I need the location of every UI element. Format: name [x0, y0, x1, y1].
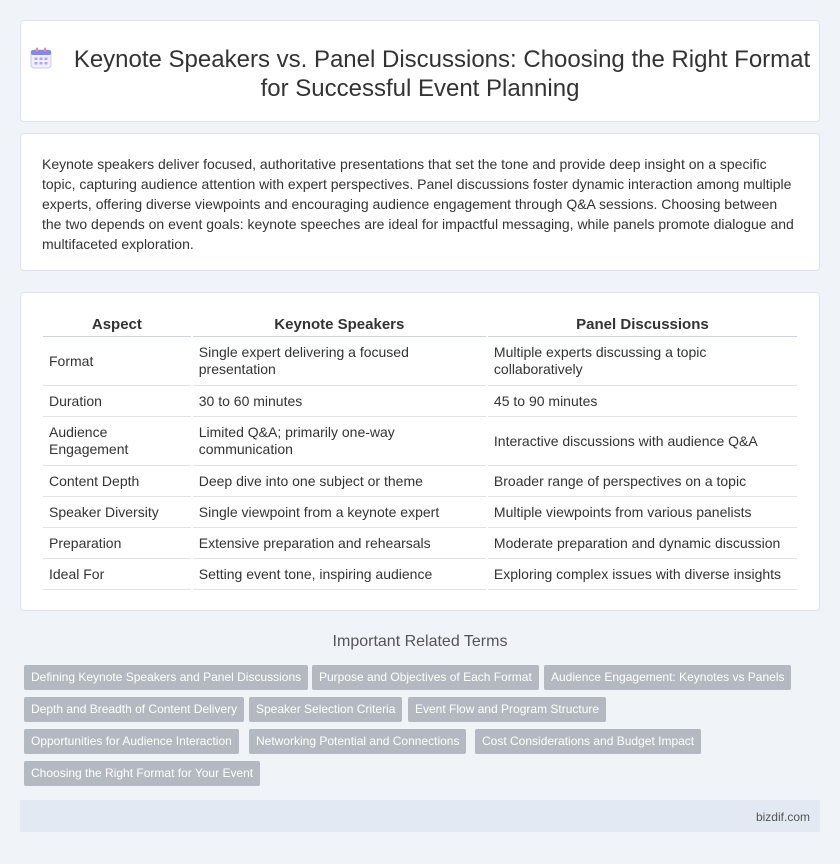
related-term-tag[interactable]: Audience Engagement: Keynotes vs Panels	[544, 665, 791, 690]
row-keynote-value: 30 to 60 minutes	[193, 386, 486, 417]
row-keynote-value: Extensive preparation and rehearsals	[193, 528, 486, 559]
comparison-table	[41, 315, 799, 590]
row-aspect: Ideal For	[43, 559, 191, 590]
calendar-icon	[30, 47, 52, 69]
related-term-tag[interactable]: Event Flow and Program Structure	[408, 697, 606, 722]
table-row	[43, 559, 797, 590]
header-panel-discussions: Panel Discussions	[488, 315, 797, 337]
row-panel-value: Exploring complex issues with diverse insights	[488, 559, 797, 590]
related-term-tag[interactable]: Speaker Selection Criteria	[249, 697, 402, 722]
table-row	[43, 337, 797, 386]
row-panel-value: Multiple viewpoints from various panelists	[488, 497, 797, 528]
table-row	[43, 497, 797, 528]
table-header-row	[43, 315, 797, 337]
related-term-tag[interactable]: Opportunities for Audience Interaction	[24, 729, 239, 754]
table-row	[43, 528, 797, 559]
related-term-tag[interactable]: Choosing the Right Format for Your Event	[24, 761, 260, 786]
header-aspect: Aspect	[43, 315, 191, 337]
related-term-tag[interactable]: Purpose and Objectives of Each Format	[312, 665, 539, 690]
table-row	[43, 417, 797, 466]
row-keynote-value: Deep dive into one subject or theme	[193, 466, 486, 497]
related-term-tag[interactable]: Defining Keynote Speakers and Panel Discussions	[24, 665, 308, 690]
page-title-wrap	[21, 45, 819, 103]
related-term-tag[interactable]: Cost Considerations and Budget Impact	[475, 729, 701, 754]
row-keynote-value: Setting event tone, inspiring audience	[193, 559, 486, 590]
row-panel-value: 45 to 90 minutes	[488, 386, 797, 417]
page-title: Keynote Speakers vs. Panel Discussions: Choosing the Right Format for Successful Event Planning	[73, 46, 811, 102]
row-keynote-value: Single viewpoint from a keynote expert	[193, 497, 486, 528]
comparison-card	[20, 292, 820, 611]
row-aspect: Format	[43, 337, 191, 386]
row-panel-value: Moderate preparation and dynamic discussion	[488, 528, 797, 559]
row-aspect: Speaker Diversity	[43, 497, 191, 528]
related-term-tag[interactable]: Depth and Breadth of Content Delivery	[24, 697, 244, 722]
row-panel-value: Broader range of perspectives on a topic	[488, 466, 797, 497]
related-terms-heading: Important Related Terms	[332, 633, 508, 650]
row-panel-value: Multiple experts discussing a topic collaboratively	[488, 337, 797, 386]
table-row	[43, 466, 797, 497]
row-aspect: Preparation	[43, 528, 191, 559]
row-aspect: Audience Engagement	[43, 417, 191, 466]
row-aspect: Duration	[43, 386, 191, 417]
footer-bar	[20, 800, 820, 832]
row-aspect: Content Depth	[43, 466, 191, 497]
summary-card	[20, 133, 820, 271]
related-term-tag[interactable]: Networking Potential and Connections	[249, 729, 466, 754]
row-keynote-value: Limited Q&A; primarily one-way communication	[193, 417, 486, 466]
summary-text: Keynote speakers deliver focused, authoritative presentations that set the tone and provide deep insight on a specific topic, capturing audience attention with expert perspectives. Panel discussions foster dynamic interaction among multiple experts, offering diverse viewpoints and encouraging audience engagement through Q&A sessions. Choosing between the two depends on event goals: keynote speeches are ideal for impactful messaging, while panels promote dialogue and multifaceted exploration.	[42, 156, 794, 252]
header-keynote-speakers: Keynote Speakers	[193, 315, 486, 337]
title-card	[20, 20, 820, 122]
footer-brand[interactable]: bizdif.com	[755, 810, 810, 824]
row-panel-value: Interactive discussions with audience Q&A	[488, 417, 797, 466]
row-keynote-value: Single expert delivering a focused presentation	[193, 337, 486, 386]
table-row	[43, 386, 797, 417]
